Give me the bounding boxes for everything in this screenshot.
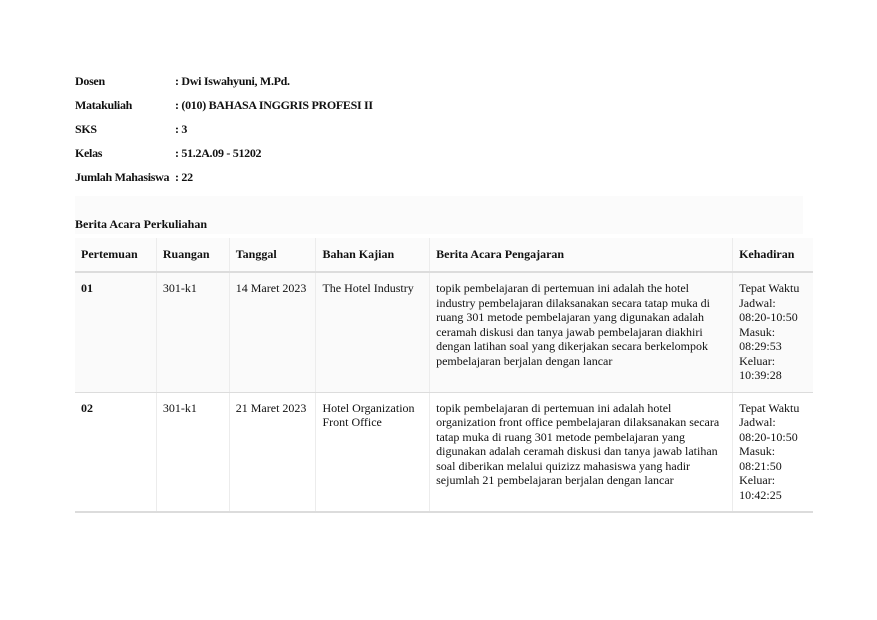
cell-kehadiran [733, 272, 813, 392]
table-header-row [75, 238, 813, 272]
cell-berita-acara: topik pembelajaran di pertemuan ini adalah hotel organization front office pembelajaran dilaksanakan secara tatap muka di ruang 301 metode pembelajaran yang digunakan adalah ceramah diskusi dan tanya jawab latihan soal diberikan melalui quizizz mahasiswa yang hadir sejumlah 21 pembelajaran berjalan dengan lancar [430, 392, 733, 512]
info-value: : 51.2A.09 - 51202 [175, 146, 262, 160]
kehadiran-jadwal-label: Jadwal: [739, 415, 776, 429]
header-pertemuan: Pertemuan [75, 238, 156, 272]
cell-bahan-kajian: Hotel Organization Front Office [316, 392, 430, 512]
kehadiran-status: Tepat Waktu [739, 400, 800, 415]
kehadiran-keluar-label: Keluar: [739, 473, 776, 487]
lecture-report-table [75, 238, 813, 513]
header-kehadiran: Kehadiran [733, 238, 813, 272]
info-label: Kelas [75, 146, 103, 160]
cell-pertemuan: 01 [75, 272, 156, 392]
info-value: : Dwi Iswahyuni, M.Pd. [175, 74, 290, 88]
course-info [75, 72, 373, 192]
info-label: Matakuliah [75, 98, 133, 112]
kehadiran-keluar: 10:42:25 [739, 487, 782, 502]
cell-tanggal: 21 Maret 2023 [229, 392, 316, 512]
info-row-jumlah-mahasiswa [75, 168, 373, 192]
section-title: Berita Acara Perkuliahan [75, 217, 207, 231]
kehadiran-jadwal-label: Jadwal: [739, 295, 776, 310]
kehadiran-masuk-label: Masuk: [739, 324, 776, 339]
info-value: : 22 [175, 170, 193, 184]
header-ruangan: Ruangan [156, 238, 229, 272]
kehadiran-masuk-label: Masuk: [739, 444, 776, 458]
kehadiran-masuk: 08:29:53 [739, 339, 782, 353]
cell-berita-acara: topik pembelajaran di pertemuan ini adalah the hotel industry pembelajaran dilaksanakan secara tatap muka di ruang 301 metode pembelajaran yang digunakan adalah ceramah diskusi dan tanya jawab pembelajaran diakhiri dengan latihan soal yang dikerjakan secara berkelompok pembelajaran berjalan dengan lancar [430, 272, 733, 392]
cell-ruangan: 301-k1 [156, 392, 229, 512]
cell-tanggal: 14 Maret 2023 [229, 272, 316, 392]
kehadiran-masuk: 08:21:50 [739, 458, 782, 473]
header-tanggal: Tanggal [229, 238, 316, 272]
info-label: Dosen [75, 74, 105, 88]
info-label: SKS [75, 122, 97, 136]
kehadiran-jadwal: 08:20-10:50 [739, 429, 798, 444]
header-berita-acara: Berita Acara Pengajaran [430, 238, 733, 272]
cell-ruangan: 301-k1 [156, 272, 229, 392]
table-row [75, 272, 813, 392]
info-row-kelas [75, 144, 373, 168]
cell-bahan-kajian: The Hotel Industry [316, 272, 430, 392]
kehadiran-keluar-label: Keluar: [739, 353, 776, 368]
kehadiran-status: Tepat Waktu [739, 281, 800, 295]
kehadiran-keluar: 10:39:28 [739, 368, 782, 382]
info-row-sks [75, 120, 373, 144]
cell-kehadiran [733, 392, 813, 512]
header-bahan-kajian: Bahan Kajian [316, 238, 430, 272]
info-value: : 3 [175, 122, 188, 136]
table-row [75, 392, 813, 512]
kehadiran-jadwal: 08:20-10:50 [739, 310, 798, 324]
info-row-dosen [75, 72, 373, 96]
info-row-matakuliah [75, 96, 373, 120]
info-label: Jumlah Mahasiswa [75, 170, 170, 184]
info-value: : (010) BAHASA INGGRIS PROFESI II [175, 98, 373, 112]
cell-pertemuan: 02 [75, 392, 156, 512]
